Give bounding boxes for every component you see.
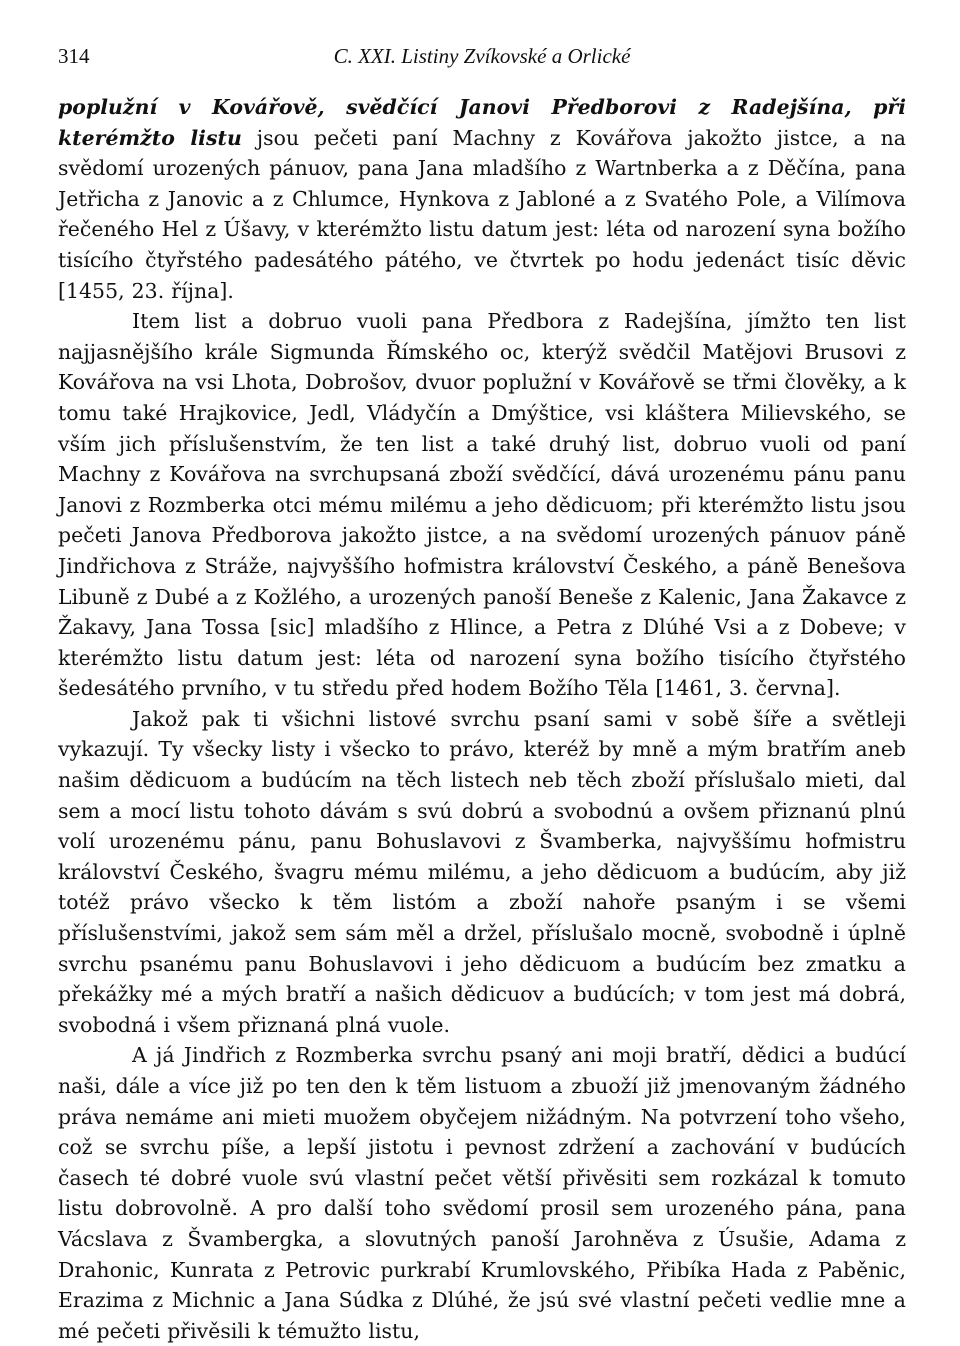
paragraph: Item list a dobruo vuoli pana Předbora z Radejšína, jímžto ten list najjasnějšího krále Sigmunda Římského oc, kterýž svědčil Matějovi Brusovi z Kovářova na vsi Lhota, Dobrošov, dvuor poplužní v Kovářově se třmi člověky, a k tomu také Hrajkovice, Jedl, Vládyčín a Dmýštice, vsi kláštera Milievského, se vším jich příslušenstvím, že ten list a také druhý list, dobruo vuoli od paní Machny z Kovářova na svrchupsaná zboží svědčící, dává urozenému pánu panu Janovi z Rozmberka otci mému milému a jeho dědicuom; při kterémžto listu jsou pečeti Janova Předborova jakožto jistce, a na svědomí urozených pánuov páně Jindřichova z Stráže, najvyššího hofmistra království Českého, a páně Benešova Libuně z Dubé a z Kožlého, a urozených panoší Beneše z Kalenic, Jana Žakavce z Žakavy, Jana Tossa [sic] mladšího z Hlince, a Petra z Dlúhé Vsi a z Dobeve; v kterémžto listu datum jest: léta od narození syna božího tisícího čtyřstého šedesátého prvního, v tu středu před hodem Božího Těla [1461, 3. června].	[58, 309, 906, 701]
document-body	[58, 92, 906, 1346]
document-page	[58, 44, 906, 1346]
paragraph-lead: poplužní v Kovářově, svědčící Janovi Předborovi z Radejšína, při kterémžto listu	[58, 95, 906, 150]
running-title: C. XXI. Listiny Zvíkovské a Orlické	[333, 44, 631, 68]
paragraph: A já Jindřich z Rozmberka svrchu psaný ani moji bratří, dědici a budúcí naši, dále a více již po ten den k těm listuom a zbuoží již jmenovaným žádného práva nemáme ani mieti muožem obyčejem nižádným. Na potvrzení toho všeho, což se svrchu píše, a lepší jistotu i pevnost zdržení a zachování v budúcích časech té dobré vuole svú vlastní pečet větší přivěsiti sem rozkázal k tomuto listu dobrovolně. A pro další toho svědomí prosil sem urozeného pána, pana Vácslava z Švambergka, a slovutných panoší Jarohněva z Úsušie, Adama z Drahonic, Kunrata z Petrovic purkrabí Krumlovského, Přibíka Hada z Paběnic, Erazima z Michnic a Jana Súdka z Dlúhé, že jsú své vlastní pečeti vedlie mne a mé pečeti přivěsili k témužto listu,	[58, 1043, 906, 1343]
paragraph: Jakož pak ti všichni listové svrchu psaní sami v sobě šíře a světleji vykazují. Ty všecky listy i všecko to právo, kteréž by mně a mým bratřím aneb našim dědicuom a budúcím na těch listech neb těch zboží příslušalo mieti, dal sem a mocí listu tohoto dávám s svú dobrú a svobodnú a ovšem přiznanú plnú volí urozenému pánu, panu Bohuslavovi z Švamberka, najvyššímu hofmistru království Českého, švagru mému milému, a jeho dědicuom a budúcím, aby již totéž právo všecko k těm listóm a zboží nahoře psaným i se všemi příslušenstvími, jakož sem sám měl a držel, příslušalo mocně, svobodně i úplně svrchu psanému panu Bohuslavovi i jeho dědicuom a budúcím bez zmatku a překážky mé a mých bratří a našich dědicuov a budúcích; v tom jest má dobrá, svobodná i všem přiznaná plná vuole.	[58, 706, 906, 1037]
page-number: 314	[58, 44, 90, 68]
page-header	[58, 44, 906, 78]
paragraph-text: jsou pečeti paní Machny z Kovářova jakožto jistce, a na svědomí urozených pánuov, pana Jana mladšího z Wartnberka a z Děčína, pana Jetřicha z Janovic a z Chlumce, Hynkova z Jabloné a z Svatého Pole, a Vilímova řečeného Hel z Úšavy, v kterémžto listu datum jest: léta od narození syna božího tisícího čtyřstého padesátého pátého, ve čtvrtek po hodu jedenáct tisíc děvic [1455, 23. října].	[58, 125, 906, 303]
paragraph	[58, 92, 906, 306]
